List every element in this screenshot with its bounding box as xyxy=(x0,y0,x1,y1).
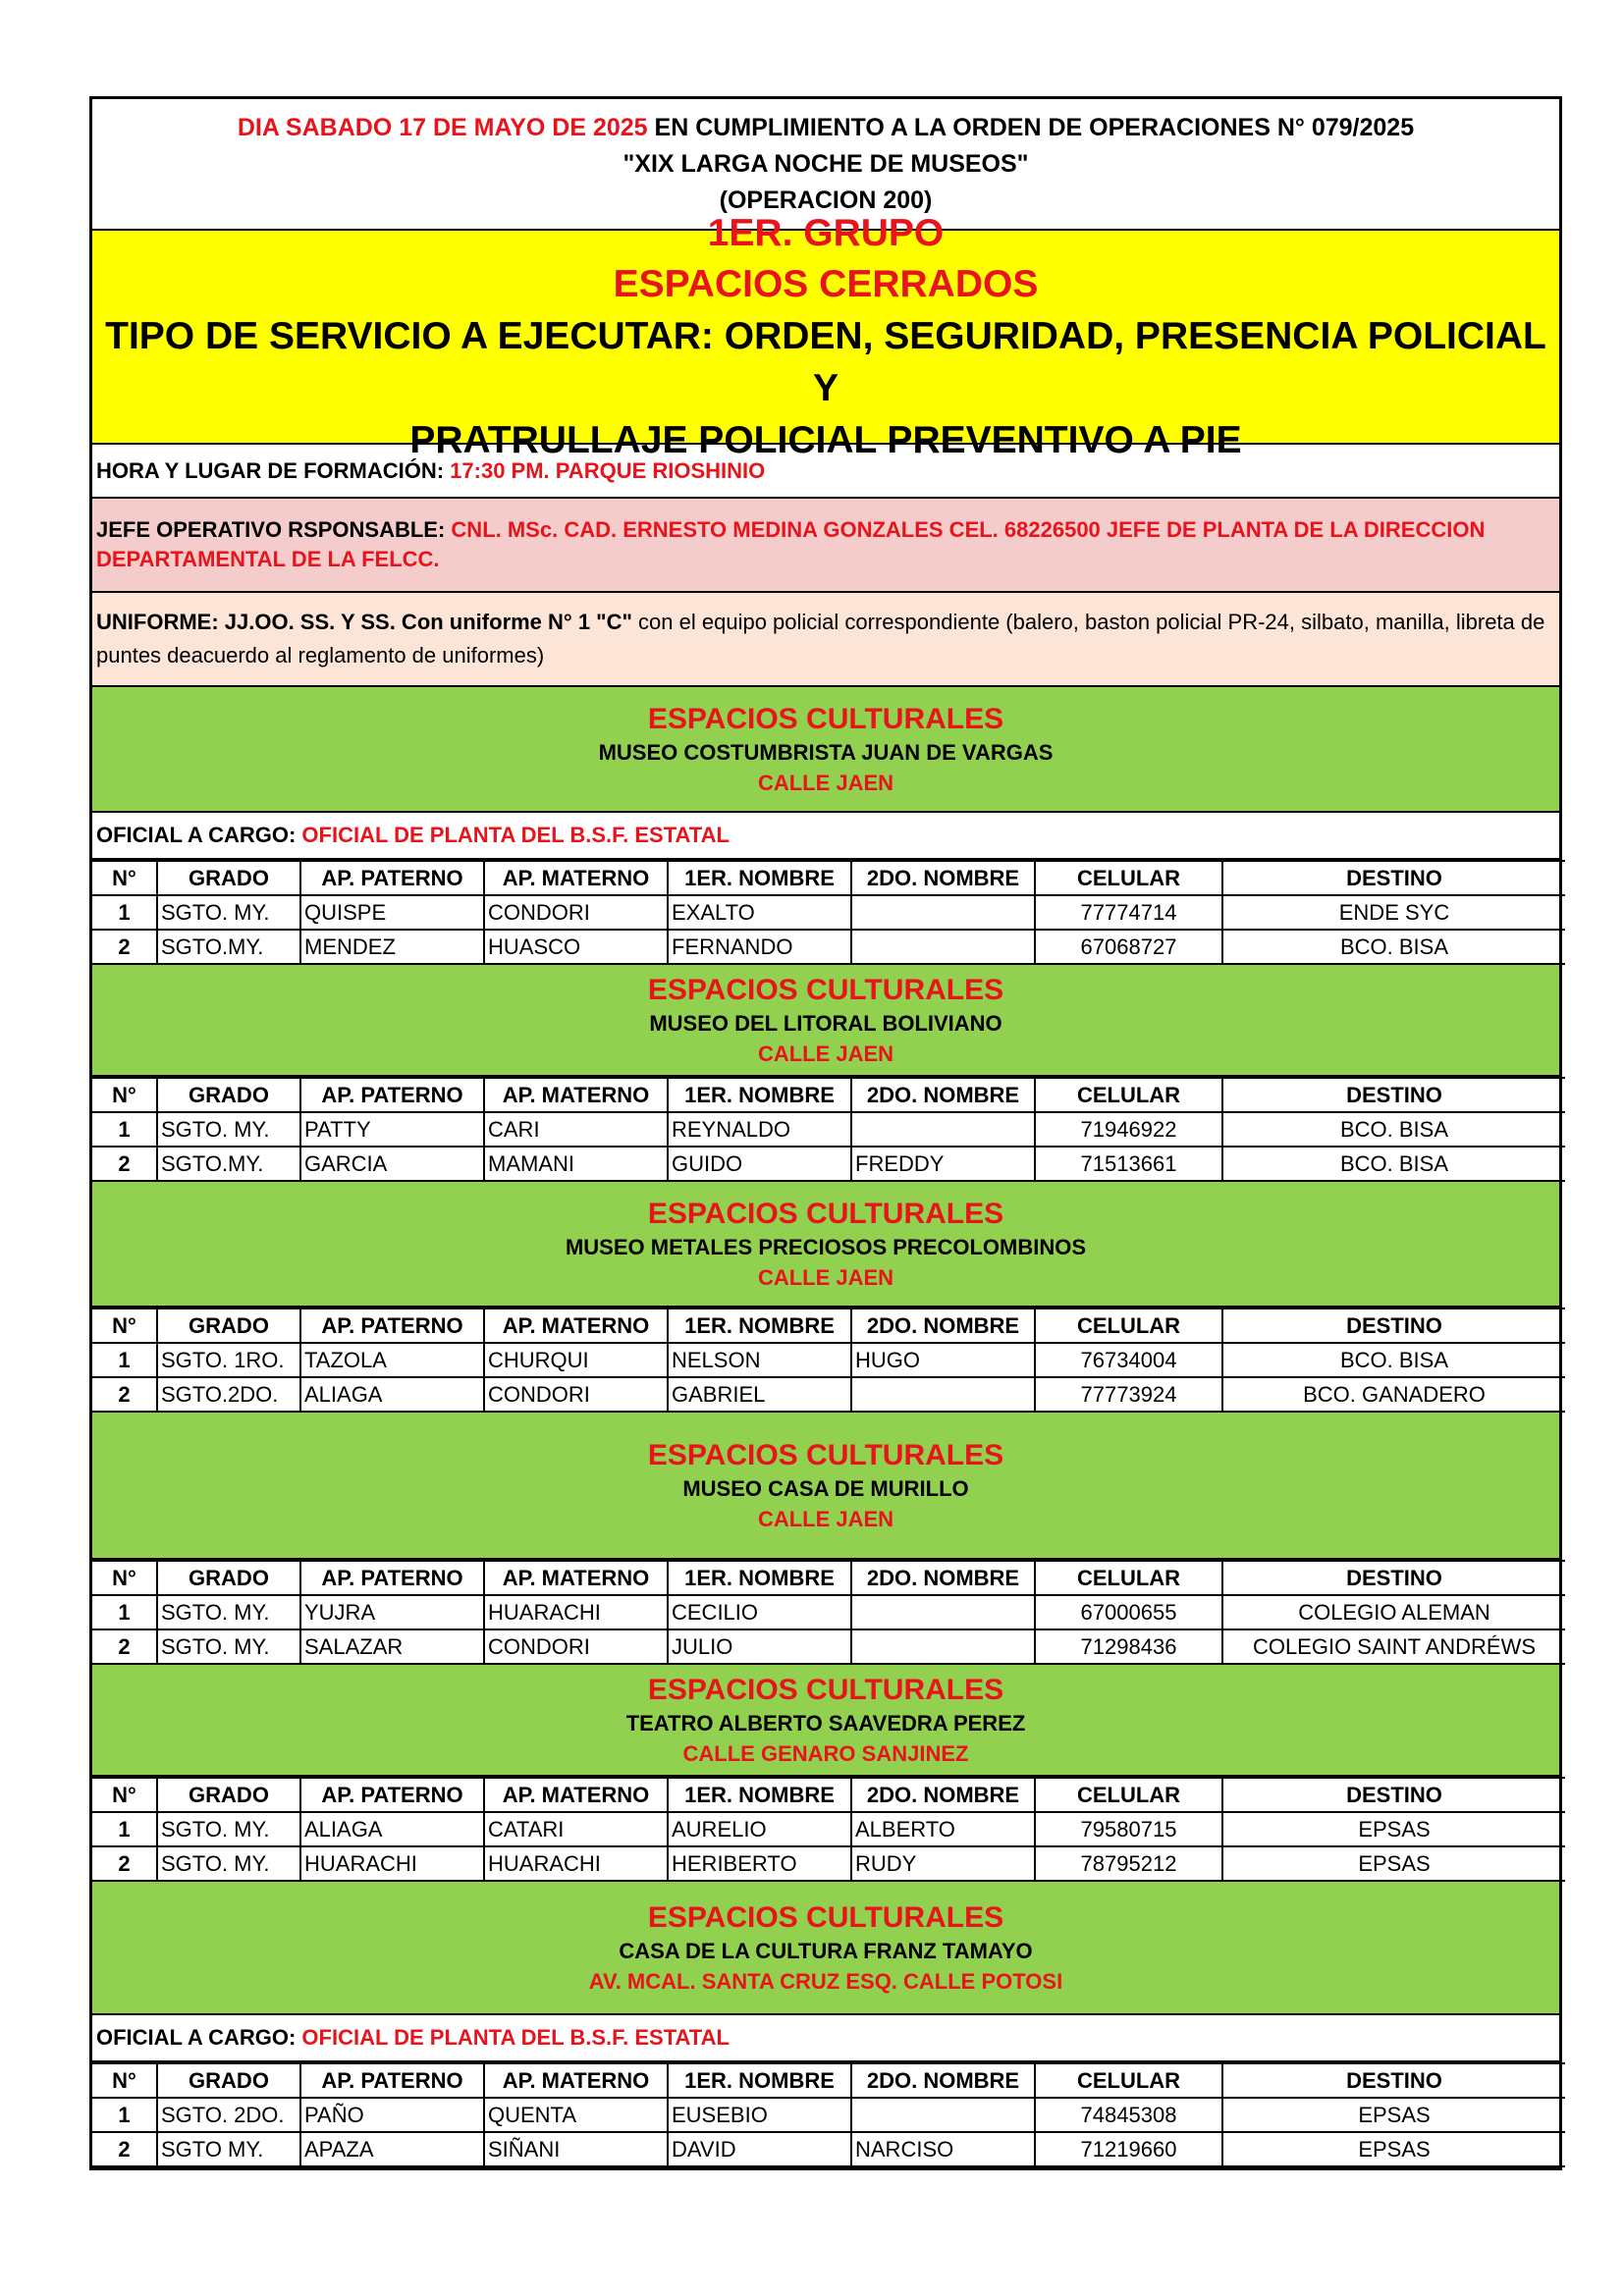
table-cell: SGTO. MY. xyxy=(157,1812,300,1846)
table-cell: EUSEBIO xyxy=(668,2098,851,2132)
officer-label: OFICIAL A CARGO: xyxy=(96,2025,302,2050)
table-cell xyxy=(851,2098,1035,2132)
column-header: AP. MATERNO xyxy=(484,1778,668,1812)
table-cell: 1 xyxy=(92,2098,157,2132)
section-title: ESPACIOS CULTURALES xyxy=(647,973,1004,1006)
culture-section xyxy=(92,1182,1559,1413)
culture-section xyxy=(92,1882,1559,2167)
table-cell xyxy=(851,930,1035,964)
table-cell: CATARI xyxy=(484,1812,668,1846)
table-cell: 1 xyxy=(92,1812,157,1846)
section-banner xyxy=(92,1182,1559,1308)
table-cell: HERIBERTO xyxy=(668,1846,851,1881)
officer-row xyxy=(92,2015,1559,2062)
table-cell xyxy=(851,1377,1035,1412)
column-header: AP. PATERNO xyxy=(300,861,484,895)
group-name: 1ER. GRUPO xyxy=(707,211,945,254)
table-cell: SGTO. MY. xyxy=(157,1846,300,1881)
table-cell: PAÑO xyxy=(300,2098,484,2132)
table-cell: SGTO. MY. xyxy=(157,1595,300,1629)
table-header-row xyxy=(92,1308,1565,1343)
table-cell: JULIO xyxy=(668,1629,851,1664)
table-cell: GABRIEL xyxy=(668,1377,851,1412)
column-header: 2DO. NOMBRE xyxy=(851,1778,1035,1812)
column-header: DESTINO xyxy=(1222,1078,1565,1112)
column-header: GRADO xyxy=(157,861,300,895)
table-row xyxy=(92,1377,1565,1412)
table-cell: REYNALDO xyxy=(668,1112,851,1147)
column-header: 1ER. NOMBRE xyxy=(668,861,851,895)
table-cell: 71219660 xyxy=(1035,2132,1222,2166)
table-cell: BCO. BISA xyxy=(1222,1343,1565,1377)
table-row xyxy=(92,2132,1565,2166)
table-cell xyxy=(851,1112,1035,1147)
table-cell: 76734004 xyxy=(1035,1343,1222,1377)
column-header: N° xyxy=(92,861,157,895)
table-cell: SALAZAR xyxy=(300,1629,484,1664)
table-cell: SGTO.2DO. xyxy=(157,1377,300,1412)
column-header: 2DO. NOMBRE xyxy=(851,861,1035,895)
service-type-line-2: PRATRULLAJE POLICIAL PREVENTIVO A PIE xyxy=(409,418,1242,461)
table-cell: CONDORI xyxy=(484,895,668,930)
formation-label: HORA Y LUGAR DE FORMACIÓN: xyxy=(96,457,451,483)
section-banner xyxy=(92,687,1559,813)
table-cell: APAZA xyxy=(300,2132,484,2166)
section-banner xyxy=(92,1665,1559,1777)
table-header-row xyxy=(92,1778,1565,1812)
column-header: AP. PATERNO xyxy=(300,1078,484,1112)
section-street: AV. MCAL. SANTA CRUZ ESQ. CALLE POTOSI xyxy=(588,1968,1063,1994)
section-banner xyxy=(92,965,1559,1077)
table-row xyxy=(92,1812,1565,1846)
section-title: ESPACIOS CULTURALES xyxy=(647,1197,1004,1230)
header-operation: (OPERACION 200) xyxy=(719,186,933,214)
section-title: ESPACIOS CULTURALES xyxy=(647,1673,1004,1706)
column-header: CELULAR xyxy=(1035,1308,1222,1343)
table-cell: BCO. BISA xyxy=(1222,1112,1565,1147)
table-cell: HUARACHI xyxy=(484,1595,668,1629)
formation-value: 17:30 PM. PARQUE RIOSHINIO xyxy=(450,457,766,483)
table-cell: 2 xyxy=(92,2132,157,2166)
table-cell: AURELIO xyxy=(668,1812,851,1846)
table-cell: HUARACHI xyxy=(300,1846,484,1881)
column-header: GRADO xyxy=(157,1561,300,1595)
section-street: CALLE JAEN xyxy=(757,1264,894,1290)
uniform-label: UNIFORME: JJ.OO. SS. Y SS. Con uniforme N° 1 "C" xyxy=(96,610,632,634)
table-cell: ENDE SYC xyxy=(1222,895,1565,930)
table-cell: 74845308 xyxy=(1035,2098,1222,2132)
column-header: CELULAR xyxy=(1035,1778,1222,1812)
column-header: N° xyxy=(92,1308,157,1343)
personnel-table xyxy=(92,860,1565,965)
table-cell: 77774714 xyxy=(1035,895,1222,930)
table-header-row xyxy=(92,861,1565,895)
table-cell: HUARACHI xyxy=(484,1846,668,1881)
table-cell: SGTO. MY. xyxy=(157,1629,300,1664)
table-cell: NELSON xyxy=(668,1343,851,1377)
column-header: GRADO xyxy=(157,1078,300,1112)
table-cell: CONDORI xyxy=(484,1377,668,1412)
column-header: CELULAR xyxy=(1035,1078,1222,1112)
column-header: CELULAR xyxy=(1035,2063,1222,2098)
table-cell: 78795212 xyxy=(1035,1846,1222,1881)
table-cell: 77773924 xyxy=(1035,1377,1222,1412)
table-cell: NARCISO xyxy=(851,2132,1035,2166)
personnel-table xyxy=(92,1308,1565,1413)
section-place: CASA DE LA CULTURA FRANZ TAMAYO xyxy=(619,1938,1033,1963)
personnel-table xyxy=(92,1777,1565,1882)
table-cell: 1 xyxy=(92,895,157,930)
table-cell: 1 xyxy=(92,1343,157,1377)
header-order: EN CUMPLIMIENTO A LA ORDEN DE OPERACIONES N° 079/2025 xyxy=(647,113,1415,141)
column-header: DESTINO xyxy=(1222,1561,1565,1595)
column-header: 1ER. NOMBRE xyxy=(668,1078,851,1112)
table-cell: 79580715 xyxy=(1035,1812,1222,1846)
column-header: CELULAR xyxy=(1035,1561,1222,1595)
header-date: DIA SABADO 17 DE MAYO DE 2025 xyxy=(237,113,648,141)
column-header: 1ER. NOMBRE xyxy=(668,1308,851,1343)
table-cell: SGTO.MY. xyxy=(157,930,300,964)
section-place: MUSEO COSTUMBRISTA JUAN DE VARGAS xyxy=(598,739,1054,765)
table-cell: QUISPE xyxy=(300,895,484,930)
table-cell: ALIAGA xyxy=(300,1812,484,1846)
column-header: 1ER. NOMBRE xyxy=(668,2063,851,2098)
section-place: MUSEO METALES PRECIOSOS PRECOLOMBINOS xyxy=(565,1234,1087,1259)
table-cell: CONDORI xyxy=(484,1629,668,1664)
column-header: GRADO xyxy=(157,2063,300,2098)
table-cell: EPSAS xyxy=(1222,1846,1565,1881)
table-cell: SGTO MY. xyxy=(157,2132,300,2166)
culture-section xyxy=(92,1665,1559,1882)
table-cell: FREDDY xyxy=(851,1147,1035,1181)
table-header-row xyxy=(92,1561,1565,1595)
table-cell: EXALTO xyxy=(668,895,851,930)
table-cell: 71513661 xyxy=(1035,1147,1222,1181)
table-cell: EPSAS xyxy=(1222,2132,1565,2166)
table-cell: QUENTA xyxy=(484,2098,668,2132)
table-cell: EPSAS xyxy=(1222,2098,1565,2132)
table-cell: SIÑANI xyxy=(484,2132,668,2166)
table-cell: 71298436 xyxy=(1035,1629,1222,1664)
table-cell: GARCIA xyxy=(300,1147,484,1181)
culture-section xyxy=(92,687,1559,965)
table-cell: 2 xyxy=(92,1377,157,1412)
section-place: TEATRO ALBERTO SAAVEDRA PEREZ xyxy=(625,1710,1026,1735)
table-cell xyxy=(851,1595,1035,1629)
header-line-1 xyxy=(92,110,1559,146)
section-title: ESPACIOS CULTURALES xyxy=(647,702,1004,735)
column-header: DESTINO xyxy=(1222,2063,1565,2098)
table-cell: 71946922 xyxy=(1035,1112,1222,1147)
table-cell: GUIDO xyxy=(668,1147,851,1181)
group-spaces: ESPACIOS CERRADOS xyxy=(613,262,1039,305)
column-header: DESTINO xyxy=(1222,861,1565,895)
table-header-row xyxy=(92,2063,1565,2098)
column-header: AP. MATERNO xyxy=(484,861,668,895)
table-cell: 2 xyxy=(92,1846,157,1881)
operations-document xyxy=(89,96,1562,2170)
table-cell: 2 xyxy=(92,930,157,964)
officer-row xyxy=(92,813,1559,860)
service-type-line-1: TIPO DE SERVICIO A EJECUTAR: ORDEN, SEGURIDAD, PRESENCIA POLICIAL Y xyxy=(105,314,1546,409)
column-header: AP. PATERNO xyxy=(300,1561,484,1595)
table-cell: EPSAS xyxy=(1222,1812,1565,1846)
table-cell: 1 xyxy=(92,1595,157,1629)
table-cell: SGTO. MY. xyxy=(157,895,300,930)
table-row xyxy=(92,1629,1565,1664)
column-header: AP. MATERNO xyxy=(484,1308,668,1343)
section-street: CALLE JAEN xyxy=(757,1041,894,1066)
table-cell: TAZOLA xyxy=(300,1343,484,1377)
table-row xyxy=(92,1595,1565,1629)
column-header: AP. PATERNO xyxy=(300,2063,484,2098)
column-header: N° xyxy=(92,1561,157,1595)
group-banner xyxy=(92,211,1559,461)
table-row xyxy=(92,1112,1565,1147)
table-cell: 67068727 xyxy=(1035,930,1222,964)
chief-label: JEFE OPERATIVO RSPONSABLE: xyxy=(96,517,452,542)
header-event: "XIX LARGA NOCHE DE MUSEOS" xyxy=(623,149,1029,178)
column-header: AP. PATERNO xyxy=(300,1308,484,1343)
table-cell: SGTO. MY. xyxy=(157,1112,300,1147)
personnel-table xyxy=(92,1560,1565,1665)
table-cell: SGTO. 1RO. xyxy=(157,1343,300,1377)
personnel-table xyxy=(92,2062,1565,2167)
table-cell: MAMANI xyxy=(484,1147,668,1181)
chief-row xyxy=(92,499,1559,593)
section-banner xyxy=(92,1413,1559,1560)
table-cell: CARI xyxy=(484,1112,668,1147)
column-header: N° xyxy=(92,2063,157,2098)
section-title: ESPACIOS CULTURALES xyxy=(647,1900,1004,1934)
table-cell xyxy=(851,895,1035,930)
column-header: 1ER. NOMBRE xyxy=(668,1778,851,1812)
table-row xyxy=(92,1147,1565,1181)
table-cell: ALIAGA xyxy=(300,1377,484,1412)
table-cell: CHURQUI xyxy=(484,1343,668,1377)
table-cell: SGTO.MY. xyxy=(157,1147,300,1181)
table-cell: FERNANDO xyxy=(668,930,851,964)
section-street: CALLE GENARO SANJINEZ xyxy=(682,1740,969,1766)
table-cell xyxy=(851,1629,1035,1664)
column-header: 2DO. NOMBRE xyxy=(851,2063,1035,2098)
table-row xyxy=(92,930,1565,964)
table-row xyxy=(92,1343,1565,1377)
column-header: DESTINO xyxy=(1222,1308,1565,1343)
column-header: 1ER. NOMBRE xyxy=(668,1561,851,1595)
section-banner xyxy=(92,1882,1559,2015)
table-cell: 1 xyxy=(92,1112,157,1147)
personnel-table xyxy=(92,1077,1565,1182)
table-cell: 2 xyxy=(92,1147,157,1181)
section-street: CALLE JAEN xyxy=(757,1506,894,1531)
table-cell: SGTO. 2DO. xyxy=(157,2098,300,2132)
table-cell: MENDEZ xyxy=(300,930,484,964)
officer-label: OFICIAL A CARGO: xyxy=(96,823,302,847)
table-header-row xyxy=(92,1078,1565,1112)
column-header: N° xyxy=(92,1778,157,1812)
table-cell: HUASCO xyxy=(484,930,668,964)
table-cell: BCO. BISA xyxy=(1222,930,1565,964)
table-row xyxy=(92,1846,1565,1881)
section-place: MUSEO DEL LITORAL BOLIVIANO xyxy=(649,1010,1002,1036)
table-row xyxy=(92,895,1565,930)
column-header: AP. PATERNO xyxy=(300,1778,484,1812)
column-header: AP. MATERNO xyxy=(484,1561,668,1595)
sections-container xyxy=(92,687,1559,2167)
table-cell: CECILIO xyxy=(668,1595,851,1629)
column-header: GRADO xyxy=(157,1778,300,1812)
table-cell: DAVID xyxy=(668,2132,851,2166)
officer-value: OFICIAL DE PLANTA DEL B.S.F. ESTATAL xyxy=(301,823,730,847)
table-cell: ALBERTO xyxy=(851,1812,1035,1846)
table-cell: BCO. GANADERO xyxy=(1222,1377,1565,1412)
section-title: ESPACIOS CULTURALES xyxy=(647,1438,1004,1471)
uniform-text: con el equipo policial correspondiente (balero, baston policial PR-24, silbato, manilla, libreta de puntes deacuerdo al reglamento de uniformes) xyxy=(96,610,1545,667)
section-place: MUSEO CASA DE MURILLO xyxy=(682,1475,969,1501)
table-row xyxy=(92,2098,1565,2132)
column-header: 2DO. NOMBRE xyxy=(851,1561,1035,1595)
culture-section xyxy=(92,1413,1559,1665)
column-header: 2DO. NOMBRE xyxy=(851,1308,1035,1343)
table-cell: HUGO xyxy=(851,1343,1035,1377)
officer-value: OFICIAL DE PLANTA DEL B.S.F. ESTATAL xyxy=(301,2025,730,2050)
chief-value: CNL. MSc. CAD. ERNESTO MEDINA GONZALES CEL. 68226500 JEFE DE PLANTA DE LA DIRECCION DEPARTAMENTAL DE LA FELCC. xyxy=(96,517,1486,571)
uniform-row xyxy=(92,593,1559,687)
table-cell: YUJRA xyxy=(300,1595,484,1629)
section-street: CALLE JAEN xyxy=(757,770,894,795)
table-cell: COLEGIO SAINT ANDRÉWS xyxy=(1222,1629,1565,1664)
column-header: DESTINO xyxy=(1222,1778,1565,1812)
culture-section xyxy=(92,965,1559,1182)
column-header: GRADO xyxy=(157,1308,300,1343)
table-cell: PATTY xyxy=(300,1112,484,1147)
column-header: N° xyxy=(92,1078,157,1112)
column-header: 2DO. NOMBRE xyxy=(851,1078,1035,1112)
column-header: AP. MATERNO xyxy=(484,1078,668,1112)
table-cell: RUDY xyxy=(851,1846,1035,1881)
table-cell: BCO. BISA xyxy=(1222,1147,1565,1181)
table-cell: COLEGIO ALEMAN xyxy=(1222,1595,1565,1629)
column-header: CELULAR xyxy=(1035,861,1222,895)
table-cell: 2 xyxy=(92,1629,157,1664)
table-cell: 67000655 xyxy=(1035,1595,1222,1629)
column-header: AP. MATERNO xyxy=(484,2063,668,2098)
